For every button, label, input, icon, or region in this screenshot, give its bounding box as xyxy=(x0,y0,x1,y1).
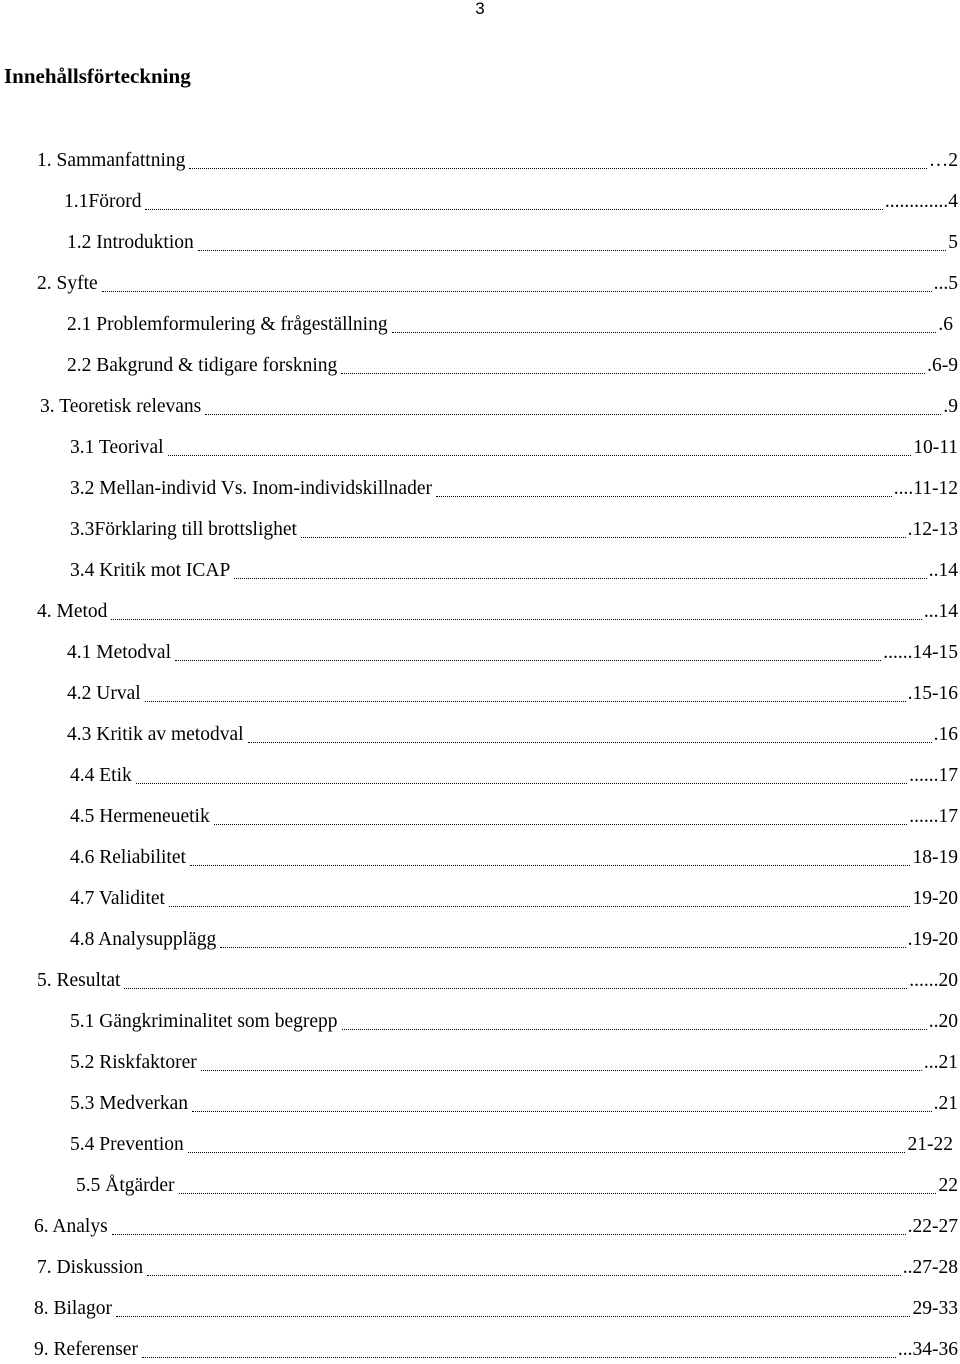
toc-entry-label: 8. Bilagor xyxy=(34,1298,112,1319)
toc-entry[interactable] xyxy=(37,270,958,298)
toc-entry[interactable] xyxy=(70,516,958,544)
toc-entry-page: ......20 xyxy=(909,970,958,991)
toc-entry-page: 5 xyxy=(948,232,958,253)
toc-entry[interactable] xyxy=(37,598,958,626)
toc-entry[interactable] xyxy=(37,967,958,995)
toc-entry-label: 4.2 Urval xyxy=(67,683,141,704)
toc-entry[interactable] xyxy=(70,803,958,831)
toc-entry[interactable] xyxy=(70,1008,958,1036)
toc-entry-label: 2.1 Problemformulering & frågeställning xyxy=(67,314,388,335)
toc-entry-label: 4.6 Reliabilitet xyxy=(70,847,186,868)
toc-entry-page: 29-33 xyxy=(912,1298,958,1319)
toc-entry[interactable] xyxy=(34,1295,958,1323)
dot-leader xyxy=(188,1152,905,1153)
dot-leader xyxy=(341,373,925,374)
dot-leader xyxy=(102,291,932,292)
toc-entry-page: 18-19 xyxy=(912,847,958,868)
toc-entry-label: 9. Referenser xyxy=(34,1339,138,1360)
toc-entry-page: 19-20 xyxy=(912,888,958,909)
dot-leader xyxy=(214,824,907,825)
toc-entry[interactable] xyxy=(67,229,958,257)
toc-entry[interactable] xyxy=(70,885,958,913)
toc-entry-label: 3.1 Teorival xyxy=(70,437,164,458)
toc-entry-label: 4.3 Kritik av metodval xyxy=(67,724,244,745)
toc-entry-label: 3. Teoretisk relevans xyxy=(40,396,202,417)
toc-entry-page: ..14 xyxy=(928,560,958,581)
toc-entry-label: 3.4 Kritik mot ICAP xyxy=(70,560,231,581)
toc-entry-label: 4.1 Metodval xyxy=(67,642,171,663)
toc-entry-label: 4. Metod xyxy=(37,601,108,622)
dot-leader xyxy=(147,1275,901,1276)
dot-leader xyxy=(301,537,906,538)
toc-entry[interactable] xyxy=(70,1131,953,1159)
toc-entry-page: .21 xyxy=(933,1093,958,1114)
toc-entry-label: 2. Syfte xyxy=(37,273,98,294)
toc-entry-page: ...21 xyxy=(923,1052,958,1073)
toc-entry[interactable] xyxy=(70,926,958,954)
toc-entry-label: 4.7 Validitet xyxy=(70,888,165,909)
toc-entry[interactable] xyxy=(76,1172,958,1200)
toc-entry[interactable] xyxy=(67,680,958,708)
dot-leader xyxy=(145,701,906,702)
toc-entry-page: .............4 xyxy=(884,191,958,212)
dot-leader xyxy=(248,742,932,743)
dot-leader xyxy=(112,1234,906,1235)
page-number: 3 xyxy=(475,0,485,18)
dot-leader xyxy=(392,332,936,333)
dot-leader xyxy=(234,578,927,579)
toc-entry-label: 2.2 Bakgrund & tidigare forskning xyxy=(67,355,338,376)
toc-entry-page: 21-22 xyxy=(907,1134,953,1155)
dot-leader xyxy=(169,906,910,907)
dot-leader xyxy=(198,250,946,251)
toc-entry-label: 1.1Förord xyxy=(64,191,142,212)
toc-entry-page: .6-9 xyxy=(927,355,958,376)
toc-entry[interactable] xyxy=(70,475,958,503)
toc-entry-page: ..27-28 xyxy=(902,1257,958,1278)
toc-entry-page: ...14 xyxy=(923,601,958,622)
dot-leader xyxy=(190,865,910,866)
toc-entry-page: .16 xyxy=(933,724,958,745)
toc-entry-label: 1. Sammanfattning xyxy=(37,150,186,171)
toc-entry-label: 3.3Förklaring till brottslighet xyxy=(70,519,297,540)
dot-leader xyxy=(436,496,892,497)
toc-entry-page: .6 xyxy=(938,314,953,335)
toc-entry-label: 5.5 Åtgärder xyxy=(76,1175,175,1196)
toc-entry[interactable] xyxy=(34,1213,958,1241)
dot-leader xyxy=(342,1029,927,1030)
toc-entry-page: ......17 xyxy=(909,765,958,786)
toc-title: Innehållsförteckning xyxy=(4,64,191,88)
toc-entry-page: .15-16 xyxy=(907,683,958,704)
toc-entry[interactable] xyxy=(40,393,958,421)
dot-leader xyxy=(205,414,941,415)
dot-leader xyxy=(142,1357,896,1358)
dot-leader xyxy=(136,783,907,784)
dot-leader xyxy=(192,1111,932,1112)
toc-entry-page: ...34-36 xyxy=(897,1339,958,1360)
toc-entry-label: 4.5 Hermeneuetik xyxy=(70,806,210,827)
dot-leader xyxy=(145,209,883,210)
toc-entry[interactable] xyxy=(70,762,958,790)
toc-entry[interactable] xyxy=(37,1254,958,1282)
toc-entry-page: ......14-15 xyxy=(883,642,958,663)
toc-entry[interactable] xyxy=(67,721,958,749)
toc-entry-label: 5. Resultat xyxy=(37,970,121,991)
toc-entry-label: 5.3 Medverkan xyxy=(70,1093,189,1114)
toc-entry-label: 7. Diskussion xyxy=(37,1257,144,1278)
toc-entry-label: 5.2 Riskfaktorer xyxy=(70,1052,197,1073)
toc-entry-page: ....11-12 xyxy=(893,478,958,499)
toc-entry[interactable] xyxy=(70,844,958,872)
toc-entry[interactable] xyxy=(70,557,958,585)
toc-entry-label: 4.4 Etik xyxy=(70,765,132,786)
toc-entry-page: ..20 xyxy=(928,1011,958,1032)
dot-leader xyxy=(168,455,911,456)
dot-leader xyxy=(124,988,907,989)
toc-entry[interactable] xyxy=(67,639,958,667)
toc-entry-page: ......17 xyxy=(909,806,958,827)
toc-entry[interactable] xyxy=(70,434,958,462)
toc-entry[interactable] xyxy=(70,1049,958,1077)
toc-entry[interactable] xyxy=(64,188,958,216)
dot-leader xyxy=(116,1316,910,1317)
toc-entry-page: .19-20 xyxy=(907,929,958,950)
toc-entry-label: 4.8 Analysupplägg xyxy=(70,929,217,950)
toc-entry-label: 3.2 Mellan-individ Vs. Inom-individskillnader xyxy=(70,478,432,499)
toc-entry-page: ...5 xyxy=(933,273,958,294)
toc-entry-label: 1.2 Introduktion xyxy=(67,232,194,253)
toc-entry-label: 5.1 Gängkriminalitet som begrepp xyxy=(70,1011,338,1032)
toc-entry-page: .22-27 xyxy=(907,1216,958,1237)
toc-entry[interactable] xyxy=(37,147,958,175)
toc-entry-page: 10-11 xyxy=(913,437,958,458)
dot-leader xyxy=(179,1193,936,1194)
toc-entry-page: 22 xyxy=(938,1175,958,1196)
toc-entry-page: …2 xyxy=(928,150,958,171)
dot-leader xyxy=(201,1070,922,1071)
toc-entry-label: 5.4 Prevention xyxy=(70,1134,184,1155)
dot-leader xyxy=(111,619,922,620)
toc-entry[interactable] xyxy=(67,352,958,380)
toc-entry-page: .9 xyxy=(943,396,958,417)
toc-entry-page: .12-13 xyxy=(907,519,958,540)
dot-leader xyxy=(220,947,906,948)
dot-leader xyxy=(175,660,881,661)
toc-entry[interactable] xyxy=(70,1090,958,1118)
toc-entry[interactable] xyxy=(67,311,953,339)
dot-leader xyxy=(189,168,927,169)
toc-entry-label: 6. Analys xyxy=(34,1216,108,1237)
